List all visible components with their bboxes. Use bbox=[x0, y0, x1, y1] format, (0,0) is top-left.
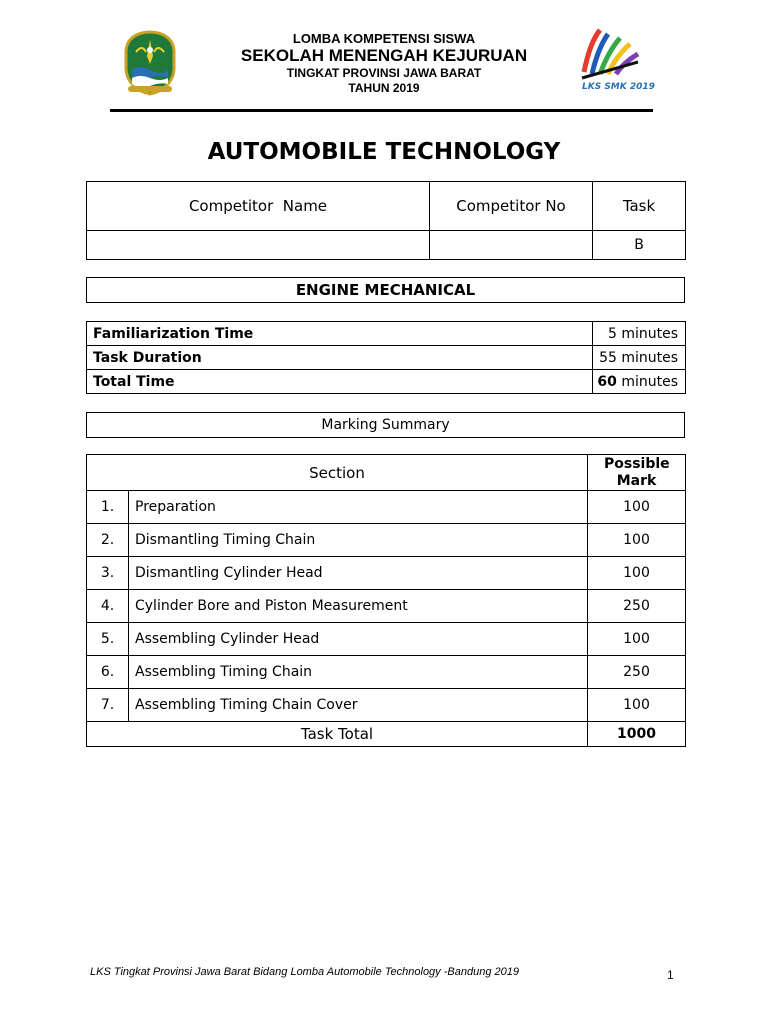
row-number: 5. bbox=[87, 623, 129, 656]
header-divider bbox=[110, 109, 653, 112]
row-number: 4. bbox=[87, 590, 129, 623]
time-value bbox=[593, 346, 686, 370]
competitor-table bbox=[86, 181, 686, 260]
table-row bbox=[87, 590, 686, 623]
header-line-4: TAHUN 2019 bbox=[348, 81, 420, 95]
row-mark: 250 bbox=[588, 656, 686, 689]
header-line-3: TINGKAT PROVINSI JAWA BARAT bbox=[286, 66, 482, 80]
task-value: B bbox=[593, 231, 686, 260]
row-mark: 100 bbox=[588, 524, 686, 557]
row-mark: 250 bbox=[588, 590, 686, 623]
header-line-2: SEKOLAH MENENGAH KEJURUAN bbox=[240, 46, 528, 65]
row-section: Dismantling Cylinder Head bbox=[129, 557, 588, 590]
time-value-text: 55 minutes bbox=[599, 349, 678, 366]
footer-text: LKS Tingkat Provinsi Jawa Barat Bidang Lomba Automobile Technology -Bandung 2019 bbox=[90, 966, 519, 978]
lks-smk-logo-text: LKS SMK 2019 bbox=[582, 82, 655, 92]
task-total-value: 1000 bbox=[588, 722, 686, 747]
row-section: Assembling Cylinder Head bbox=[129, 623, 588, 656]
row-mark: 100 bbox=[588, 491, 686, 524]
marking-summary-box bbox=[86, 412, 685, 438]
possible-mark-header: Possible Mark bbox=[588, 455, 686, 491]
page-title: AUTOMOBILE TECHNOLOGY bbox=[207, 139, 561, 165]
task-header: Task bbox=[593, 182, 686, 231]
row-mark: 100 bbox=[588, 689, 686, 722]
row-section: Preparation bbox=[129, 491, 588, 524]
table-row bbox=[87, 689, 686, 722]
table-row bbox=[87, 491, 686, 524]
row-number: 7. bbox=[87, 689, 129, 722]
row-number: 2. bbox=[87, 524, 129, 557]
row-number: 3. bbox=[87, 557, 129, 590]
marking-summary-title: Marking Summary bbox=[321, 417, 450, 433]
row-mark: 100 bbox=[588, 557, 686, 590]
table-row bbox=[87, 656, 686, 689]
row-section: Dismantling Timing Chain bbox=[129, 524, 588, 557]
row-section: Assembling Timing Chain bbox=[129, 656, 588, 689]
module-title: ENGINE MECHANICAL bbox=[295, 281, 476, 299]
table-row bbox=[87, 524, 686, 557]
marking-table bbox=[86, 454, 686, 747]
competitor-name-field[interactable] bbox=[87, 231, 430, 260]
header-line-1: LOMBA KOMPETENSI SISWA bbox=[292, 31, 476, 46]
table-row bbox=[87, 623, 686, 656]
time-value-bold: 60 bbox=[597, 373, 617, 390]
row-number: 1. bbox=[87, 491, 129, 524]
competitor-no-header: Competitor No bbox=[430, 182, 593, 231]
page-number: 1 bbox=[667, 968, 674, 982]
competitor-no-field[interactable] bbox=[430, 231, 593, 260]
time-table bbox=[86, 321, 686, 394]
task-total-label: Task Total bbox=[87, 722, 588, 747]
time-value-text: minutes bbox=[616, 373, 678, 390]
time-label: Task Duration bbox=[87, 346, 593, 370]
module-title-box bbox=[86, 277, 685, 303]
row-section: Cylinder Bore and Piston Measurement bbox=[129, 590, 588, 623]
row-mark: 100 bbox=[588, 623, 686, 656]
time-value bbox=[593, 370, 686, 394]
time-value-text: 5 minutes bbox=[607, 325, 678, 342]
time-value bbox=[593, 322, 686, 346]
section-header: Section bbox=[87, 455, 588, 491]
row-section: Assembling Timing Chain Cover bbox=[129, 689, 588, 722]
table-row bbox=[87, 557, 686, 590]
lks-smk-logo bbox=[576, 22, 655, 96]
competitor-name-header: Competitor Name bbox=[87, 182, 430, 231]
time-label: Familiarization Time bbox=[87, 322, 593, 346]
time-label: Total Time bbox=[87, 370, 593, 394]
row-number: 6. bbox=[87, 656, 129, 689]
